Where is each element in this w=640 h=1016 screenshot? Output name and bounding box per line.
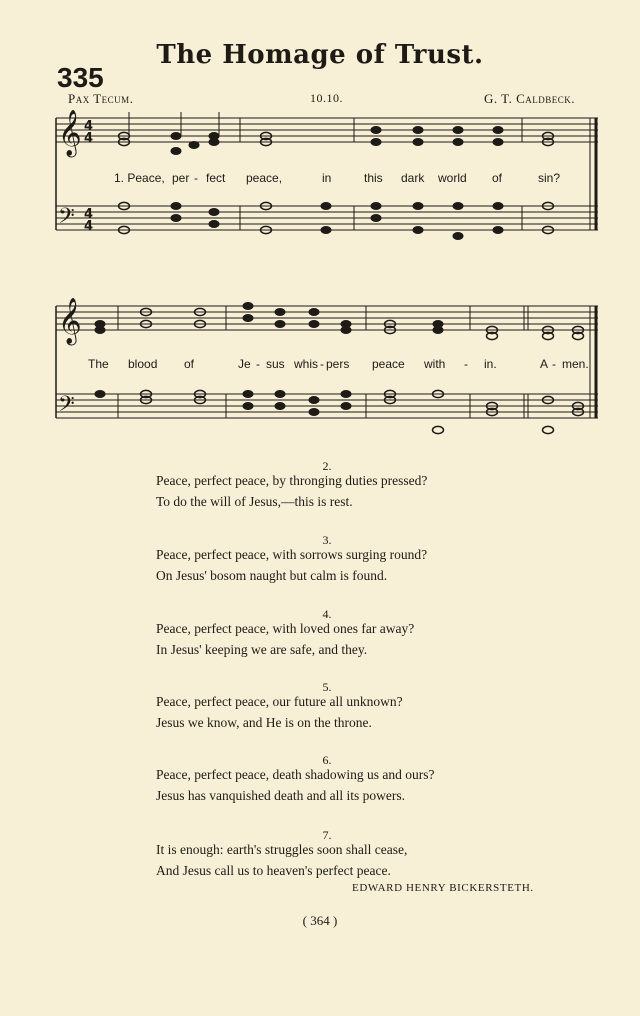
- lyric-syllable: pers: [326, 357, 350, 371]
- composer: G. T. Caldbeck.: [484, 91, 576, 106]
- verse-line: Peace, perfect peace, by thronging duties pressed?: [156, 473, 428, 488]
- verse-line: Peace, perfect peace, with sorrows surging round?: [156, 547, 428, 562]
- verse-line: In Jesus' keeping we are safe, and they.: [156, 642, 368, 657]
- lyric-syllable: sus: [266, 357, 285, 371]
- verse-line: Peace, perfect peace, death shadowing us and ours?: [156, 767, 435, 782]
- verse-line: On Jesus' bosom naught but calm is found.: [156, 568, 388, 583]
- verse-number: 7.: [322, 828, 332, 842]
- verse-number: 2.: [322, 459, 332, 473]
- staff-treble-2: [56, 306, 598, 330]
- bass-clef-icon: 𝄢: [58, 204, 75, 234]
- lyric-syllable: fect: [206, 171, 226, 185]
- lyric-syllable: The: [88, 357, 109, 371]
- lyric-syllable: men.: [562, 357, 589, 371]
- lyric-syllable: peace,: [246, 171, 283, 185]
- lyric-syllable: of: [492, 171, 503, 185]
- lyric-syllable: this: [364, 171, 383, 185]
- verse-7: [156, 825, 556, 881]
- treble-clef-icon: 𝄞: [58, 110, 82, 156]
- lyric-syllable: sin?: [538, 171, 561, 185]
- verse-line: Jesus we know, and He is on the throne.: [156, 715, 372, 730]
- lyric-syllable: -: [194, 171, 198, 185]
- lyric-syllable: -: [552, 357, 556, 371]
- lyricist-credit: EDWARD HENRY BICKERSTETH.: [352, 882, 534, 894]
- lyric-syllable: blood: [128, 357, 158, 371]
- lyrics-line-2: [0, 357, 640, 373]
- lyric-syllable: -: [256, 357, 260, 371]
- lyric-syllable: Je: [238, 357, 251, 371]
- lyric-syllable: 1. Peace,: [114, 171, 165, 185]
- staff-bass-2: [56, 394, 598, 418]
- svg-text:4: 4: [84, 219, 94, 234]
- verse-number: 4.: [322, 607, 332, 621]
- lyric-syllable: whis: [294, 357, 319, 371]
- svg-text:4: 4: [84, 207, 94, 222]
- lyric-syllable: of: [184, 357, 195, 371]
- lyric-syllable: -: [320, 357, 324, 371]
- verse-3: [156, 530, 556, 586]
- lyric-syllable: in: [322, 171, 332, 185]
- lyric-syllable: in.: [484, 357, 497, 371]
- verse-number: 3.: [322, 533, 332, 547]
- lyric-syllable: -: [464, 357, 468, 371]
- verse-2: [156, 456, 556, 512]
- verse-line: It is enough: earth's struggles soon shall cease,: [156, 842, 408, 857]
- verse-line: To do the will of Jesus,—this is rest.: [156, 494, 353, 509]
- verse-line: Jesus has vanquished death and all its powers.: [156, 788, 405, 803]
- svg-text:4: 4: [84, 131, 94, 146]
- lyric-syllable: dark: [401, 171, 425, 185]
- hymn-number: 335: [57, 62, 104, 93]
- verse-line: Peace, perfect peace, with loved ones far away?: [156, 621, 415, 636]
- treble-clef-icon: 𝄞: [58, 298, 82, 344]
- verse-number: 5.: [322, 680, 332, 694]
- music-score: [0, 0, 640, 450]
- lyric-syllable: per: [172, 171, 190, 185]
- verse-line: And Jesus call us to heaven's perfect peace.: [156, 863, 391, 878]
- lyric-syllable: world: [438, 171, 467, 185]
- verse-6: [156, 750, 556, 806]
- notes-treble-2: [95, 303, 584, 340]
- tune-name: Pax Tecum.: [68, 91, 134, 106]
- notes-bass-1: [119, 202, 554, 239]
- verse-number: 6.: [322, 753, 332, 767]
- lyric-syllable: peace: [372, 357, 405, 371]
- lyric-syllable: with: [424, 357, 446, 371]
- lyrics-line-1: [0, 171, 640, 187]
- lyric-syllable: A: [540, 357, 549, 371]
- bass-clef-icon: 𝄢: [58, 392, 75, 422]
- hymn-title: The Homage of Trust.: [156, 40, 484, 70]
- staff-treble-1: [56, 118, 598, 142]
- page-number: ( 364 ): [302, 913, 338, 928]
- verse-5: [156, 677, 556, 733]
- verse-line: Peace, perfect peace, our future all unknown?: [156, 694, 403, 709]
- meter: 10.10.: [310, 91, 343, 105]
- svg-text:4: 4: [84, 119, 94, 134]
- verse-4: [156, 604, 556, 660]
